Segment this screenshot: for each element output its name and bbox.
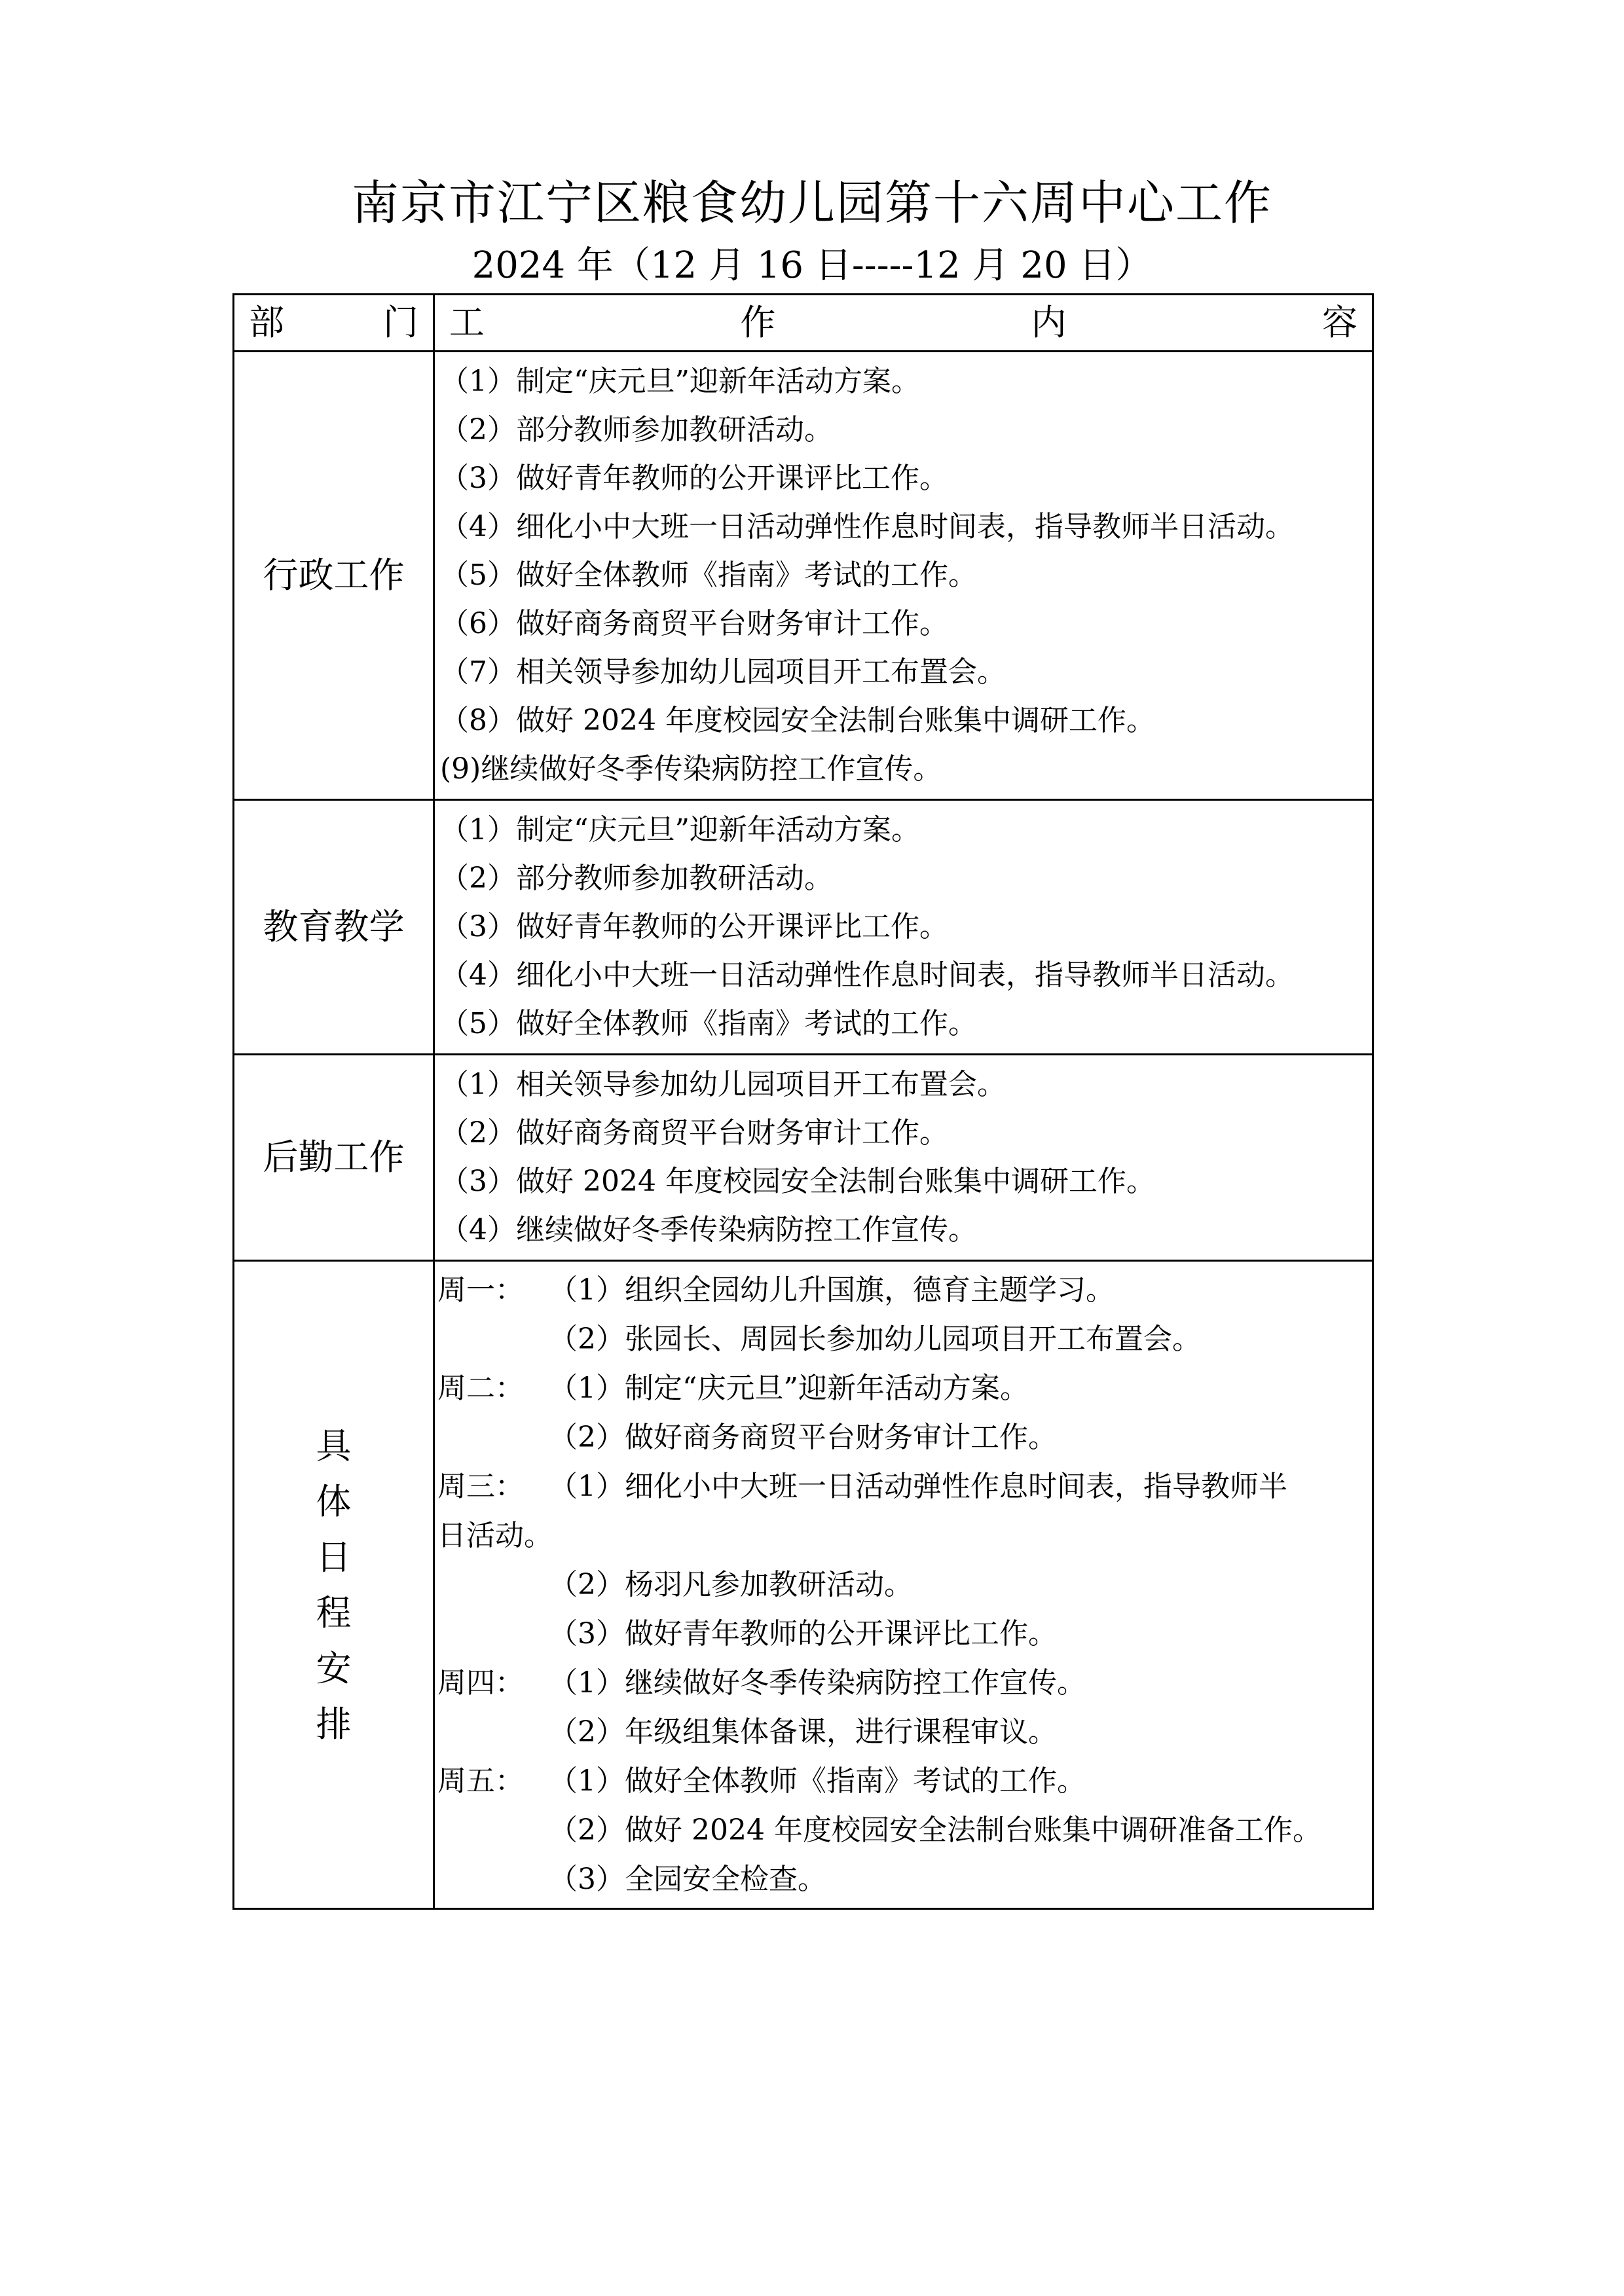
list-item: （7）相关领导参加幼儿园项目开工布置会。 (440, 655, 1006, 689)
list-item: （2）做好商务商贸平台财务审计工作。 (549, 1421, 1057, 1454)
department-char: 排 (316, 1703, 352, 1745)
work-schedule-table (232, 293, 1374, 1910)
list-item: （3）做好青年教师的公开课评比工作。 (440, 462, 948, 495)
department-cell: 后勤工作 (234, 1055, 434, 1261)
department-char: 程 (316, 1592, 352, 1633)
department-cell (234, 1261, 434, 1909)
section-items-cell (434, 1055, 1373, 1261)
section-row-education (234, 800, 1373, 1055)
list-item: （2）张园长、周园长参加幼儿园项目开工布置会。 (549, 1322, 1201, 1356)
table-header-row (234, 295, 1373, 352)
day-label: 周五： (437, 1764, 524, 1798)
day-label: 周一： (437, 1273, 524, 1307)
list-item: （2）部分教师参加教研活动。 (440, 413, 833, 446)
department-char: 具 (316, 1425, 352, 1467)
day-block-monday (437, 1266, 1372, 1364)
list-item: （4）继续做好冬季传染病防控工作宣传。 (440, 1213, 977, 1247)
day-label: 周二： (437, 1372, 524, 1405)
list-item: （6）做好商务商贸平台财务审计工作。 (440, 607, 948, 640)
list-item: （5）做好全体教师《指南》考试的工作。 (440, 558, 977, 592)
day-label: 周三： (437, 1470, 524, 1503)
header-department-cell (234, 295, 434, 352)
list-item: （2）年级组集体备课，进行课程审议。 (549, 1715, 1057, 1749)
header-content-char: 作 (740, 302, 776, 343)
section-row-administration (234, 352, 1373, 800)
list-item: （1）制定“庆元旦”迎新年活动方案。 (549, 1372, 1029, 1405)
section-items-cell (434, 800, 1373, 1055)
section-row-logistics (234, 1055, 1373, 1261)
list-item: （1）相关领导参加幼儿园项目开工布置会。 (440, 1068, 1006, 1101)
department-char: 日 (316, 1536, 352, 1578)
day-block-tuesday (437, 1364, 1372, 1462)
list-item: （1）细化小中大班一日活动弹性作息时间表，指导教师半 (549, 1470, 1287, 1503)
list-item: （3）做好青年教师的公开课评比工作。 (549, 1617, 1057, 1650)
list-item: （2）杨羽凡参加教研活动。 (549, 1568, 913, 1601)
list-item: （5）做好全体教师《指南》考试的工作。 (440, 1007, 977, 1040)
list-item: （3）做好 2024 年度校园安全法制台账集中调研工作。 (440, 1165, 1155, 1198)
day-label: 周四： (437, 1666, 524, 1700)
list-item: （3）全园安全检查。 (549, 1863, 826, 1896)
list-item: （2）做好商务商贸平台财务审计工作。 (440, 1116, 948, 1150)
header-content-char: 容 (1321, 302, 1357, 343)
list-item: （1）制定“庆元旦”迎新年活动方案。 (440, 365, 920, 398)
header-content-char: 工 (449, 302, 485, 343)
list-item: （1）组织全园幼儿升国旗，德育主题学习。 (549, 1273, 1115, 1307)
list-item: （2）做好 2024 年度校园安全法制台账集中调研准备工作。 (549, 1813, 1321, 1847)
header-content-cell (434, 295, 1373, 352)
department-char: 安 (316, 1647, 352, 1689)
day-block-thursday (437, 1658, 1372, 1757)
list-item: （4）细化小中大班一日活动弹性作息时间表，指导教师半日活动。 (440, 510, 1294, 543)
department-cell: 行政工作 (234, 352, 434, 800)
section-items-cell (434, 352, 1373, 800)
page-title: 南京市江宁区粮食幼儿园第十六周中心工作 (351, 175, 1272, 230)
list-item: （4）细化小中大班一日活动弹性作息时间表，指导教师半日活动。 (440, 958, 1294, 992)
schedule-items-cell (434, 1261, 1373, 1909)
list-item: （3）做好青年教师的公开课评比工作。 (440, 910, 948, 943)
day-block-wednesday (437, 1462, 1372, 1658)
list-item: （1）继续做好冬季传染病防控工作宣传。 (549, 1666, 1086, 1700)
page-subtitle: 2024 年（12 月 16 日-----12 月 20 日） (471, 244, 1153, 287)
list-item: （2）部分教师参加教研活动。 (440, 862, 833, 895)
header-content-char: 内 (1031, 302, 1067, 343)
department-cell: 教育教学 (234, 800, 434, 1055)
list-item: （1）制定“庆元旦”迎新年活动方案。 (440, 813, 920, 847)
list-item-continuation: 日活动。 (437, 1519, 553, 1552)
list-item: （8）做好 2024 年度校园安全法制台账集中调研工作。 (440, 704, 1155, 737)
day-block-friday (437, 1757, 1372, 1904)
header-dept-char: 部 (249, 302, 284, 343)
department-char: 体 (316, 1480, 352, 1522)
list-item: (9)继续做好冬季传染病防控工作宣传。 (440, 752, 942, 786)
list-item: （1）做好全体教师《指南》考试的工作。 (549, 1764, 1086, 1798)
section-row-daily-schedule (234, 1261, 1373, 1909)
header-dept-char: 门 (383, 302, 418, 343)
